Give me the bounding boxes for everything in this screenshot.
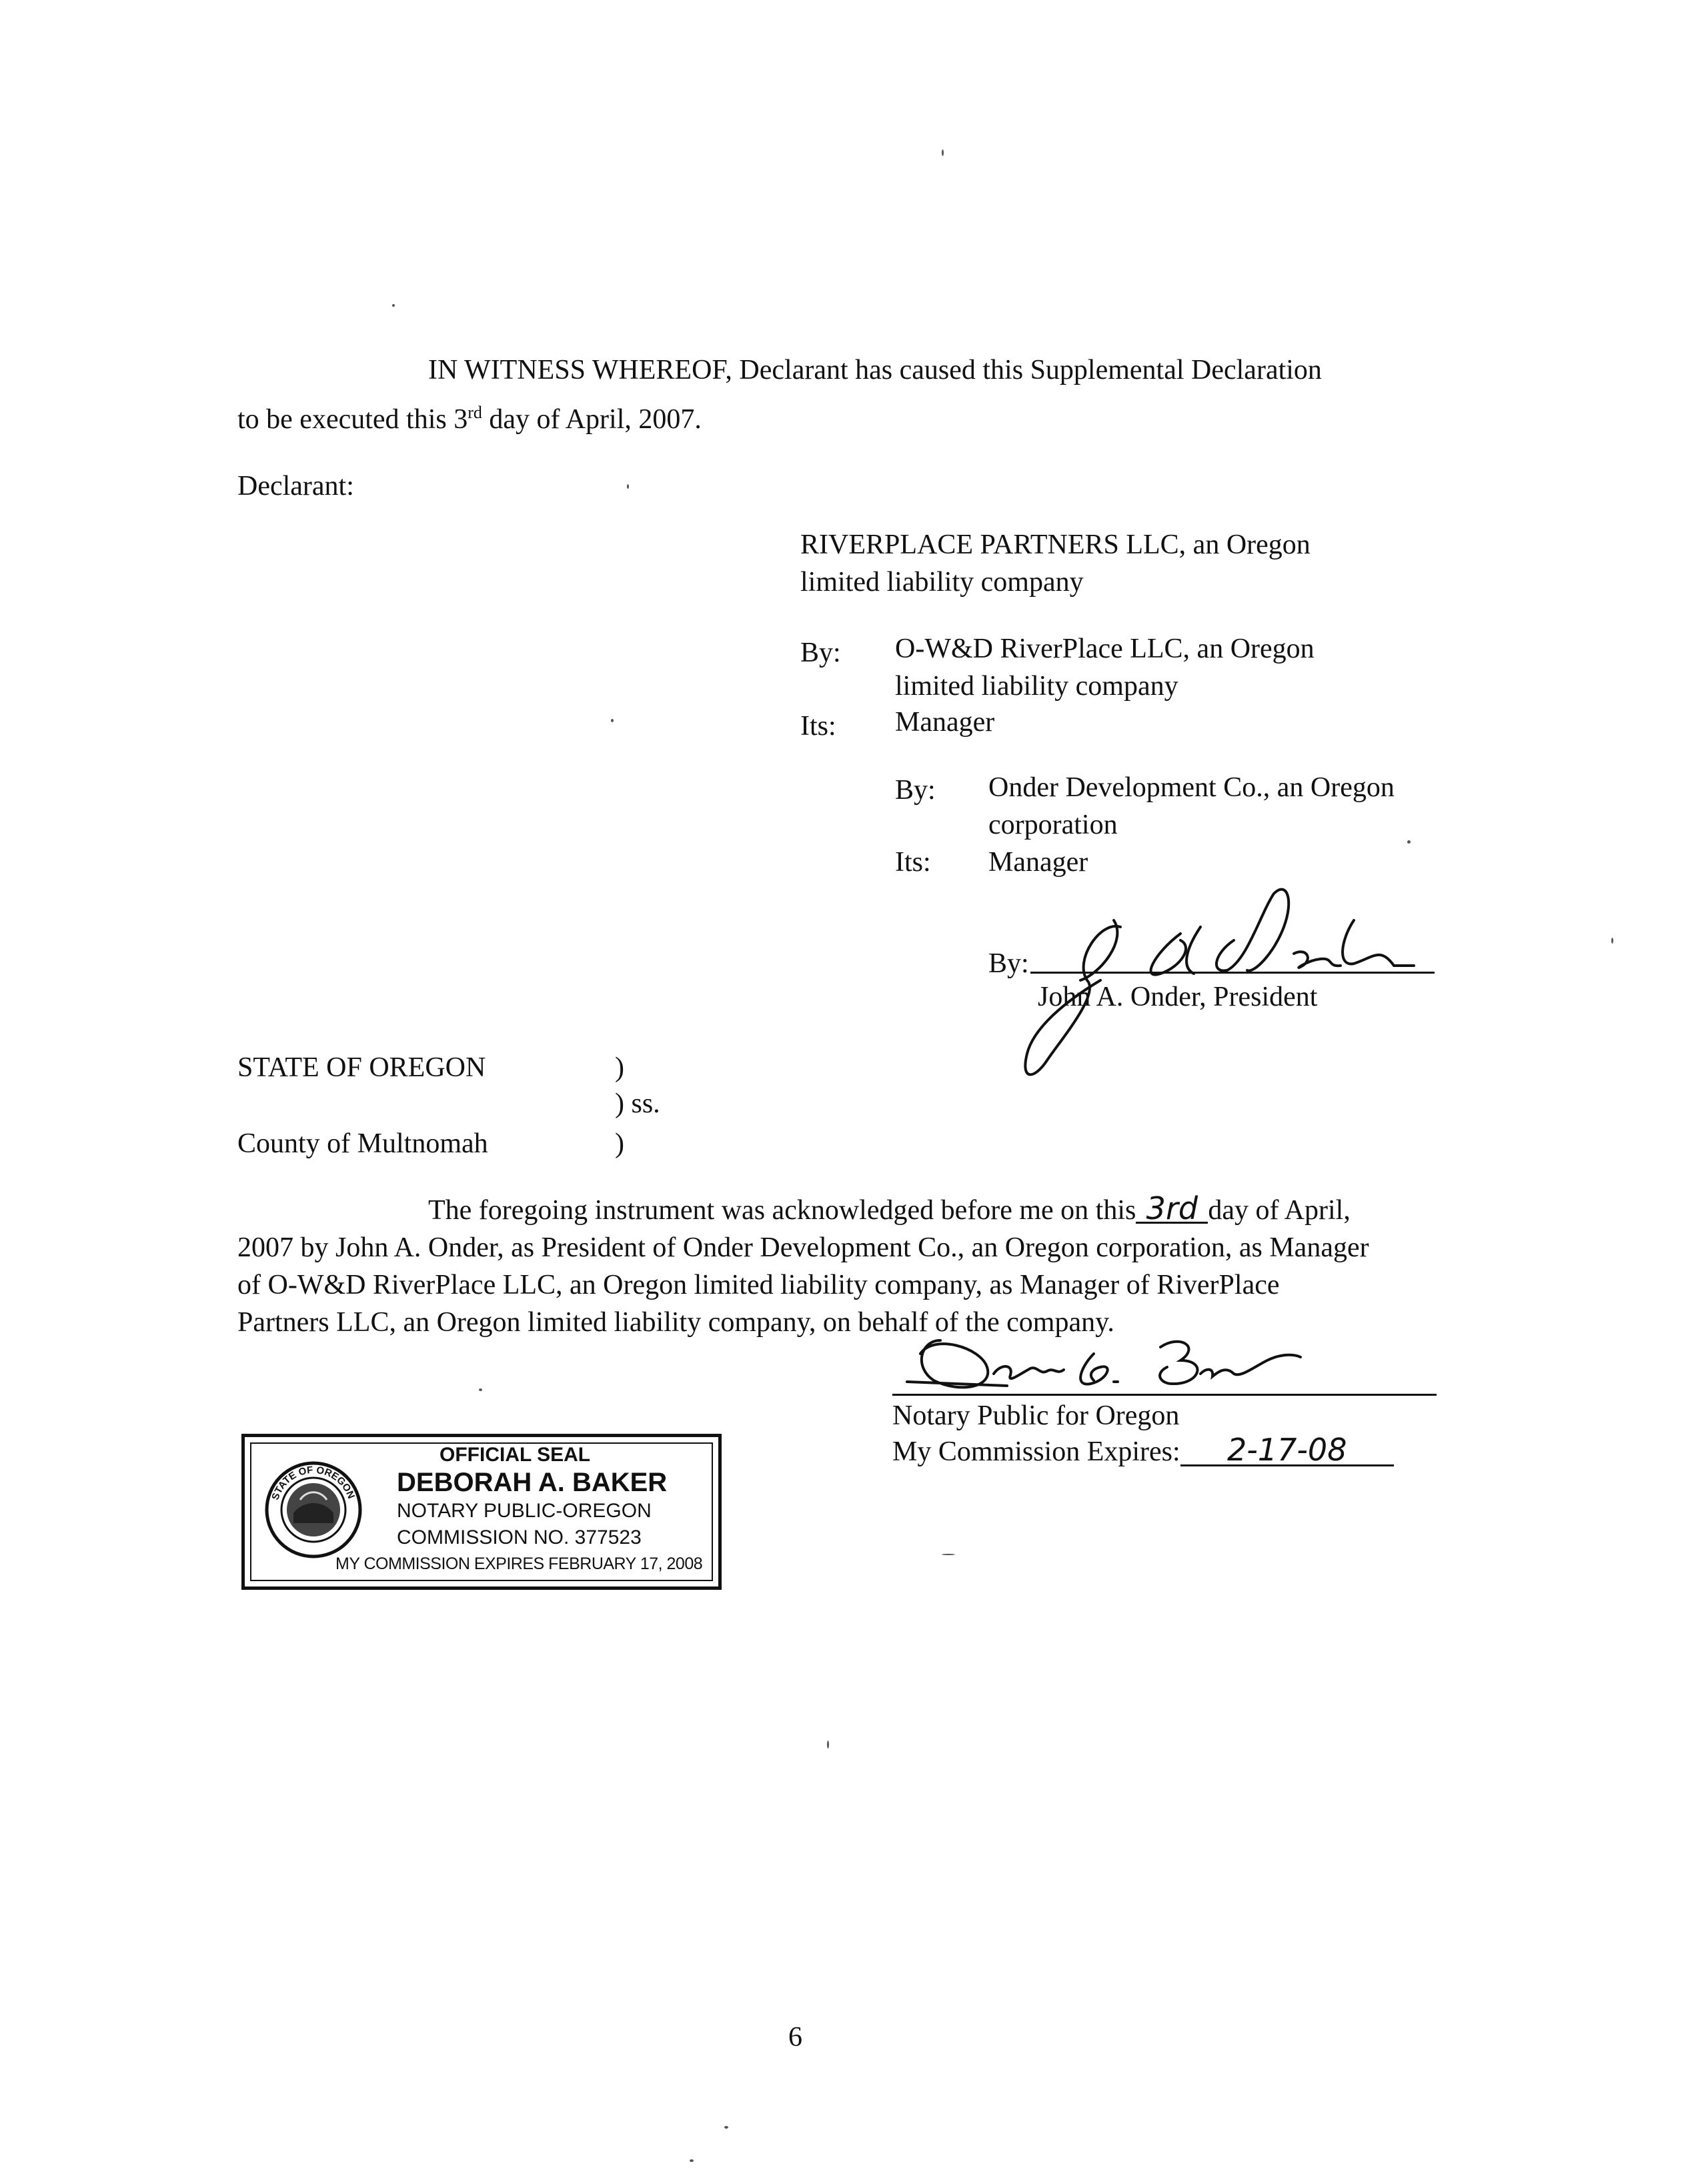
its2-value: Manager [988,847,1088,878]
by2-line-2: corporation [988,810,1118,840]
scan-speck [479,1388,482,1391]
by1-line-2: limited liability company [895,671,1178,702]
scan-speck [942,149,944,156]
ack-line-2: 2007 by John A. Onder, as President of Onder Development Co., an Oregon corporation, as Manager [237,1232,1369,1263]
seal-heading: OFFICIAL SEAL [440,1444,591,1466]
venue-paren-1: ) [615,1052,624,1083]
notary-seal-stamp [241,1434,722,1590]
notary-expires-value: 2-17-08 [1180,1435,1394,1466]
venue-county: County of Multnomah [237,1128,488,1159]
venue-paren-3: ) [615,1128,624,1159]
page-number: 6 [788,2022,802,2053]
notary-signature-line [892,1394,1437,1396]
venue-ss: ) ss. [615,1088,660,1119]
by2-label: By: [895,775,936,806]
signer-name: John A. Onder, President [1038,982,1318,1012]
witness-line-2-post: day of April, 2007. [482,404,702,435]
its1-value: Manager [895,707,995,738]
its1-label: Its: [800,711,836,742]
scan-speck [690,2159,694,2162]
ack-handwritten-day: 3rd [1136,1195,1208,1224]
seal-commission: COMMISSION NO. 377523 [397,1526,642,1548]
by3-label: By: [988,948,1029,979]
seal-emblem-text: STATE OF OREGON [269,1464,357,1502]
notary-expires-label: My Commission Expires: [892,1436,1180,1467]
ack-line-3: of O-W&D RiverPlace LLC, an Oregon limited liability company, as Manager of RiverPlace [237,1270,1280,1300]
scan-speck [1407,840,1411,844]
scan-speck [1611,938,1613,944]
scan-speck [392,304,395,307]
witness-line-2 [237,396,702,436]
seal-expires: MY COMMISSION EXPIRES FEBRUARY 17, 2008 [335,1554,703,1573]
ack-line-4: Partners LLC, an Oregon limited liability company, on behalf of the company. [237,1307,1114,1338]
scan-speck [627,484,629,489]
notary-title: Notary Public for Oregon [892,1400,1180,1431]
ack-line-1-post: day of April, [1208,1195,1351,1226]
declarant-label: Declarant: [237,471,354,501]
witness-ordinal: rd [468,403,482,422]
scan-speck [724,2126,728,2129]
ack-line-1-pre: The foregoing instrument was acknowledged before me on this [428,1195,1136,1226]
scan-speck [611,719,614,722]
state-seal-emblem [263,1460,363,1560]
its2-label: Its: [895,847,931,878]
entity-line-2: limited liability company [800,567,1084,598]
witness-line-1: IN WITNESS WHEREOF, Declarant has caused this Supplemental Declaration [428,355,1322,385]
witness-line-2-pre: to be executed this 3 [237,404,468,435]
entity-line-1: RIVERPLACE PARTNERS LLC, an Oregon [800,529,1311,560]
scan-speck [827,1741,829,1749]
seal-title: NOTARY PUBLIC-OREGON [397,1500,652,1522]
ack-line-1 [428,1190,1351,1227]
venue-state: STATE OF OREGON [237,1052,486,1083]
notary-expires [892,1432,1394,1468]
onder-signature [980,880,1447,1094]
by1-label: By: [800,638,841,668]
scan-speck [942,1554,955,1555]
seal-name: DEBORAH A. BAKER [397,1468,668,1497]
baker-signature [894,1327,1361,1400]
by2-line-1: Onder Development Co., an Oregon [988,772,1395,803]
by1-line-1: O-W&D RiverPlace LLC, an Oregon [895,634,1315,664]
